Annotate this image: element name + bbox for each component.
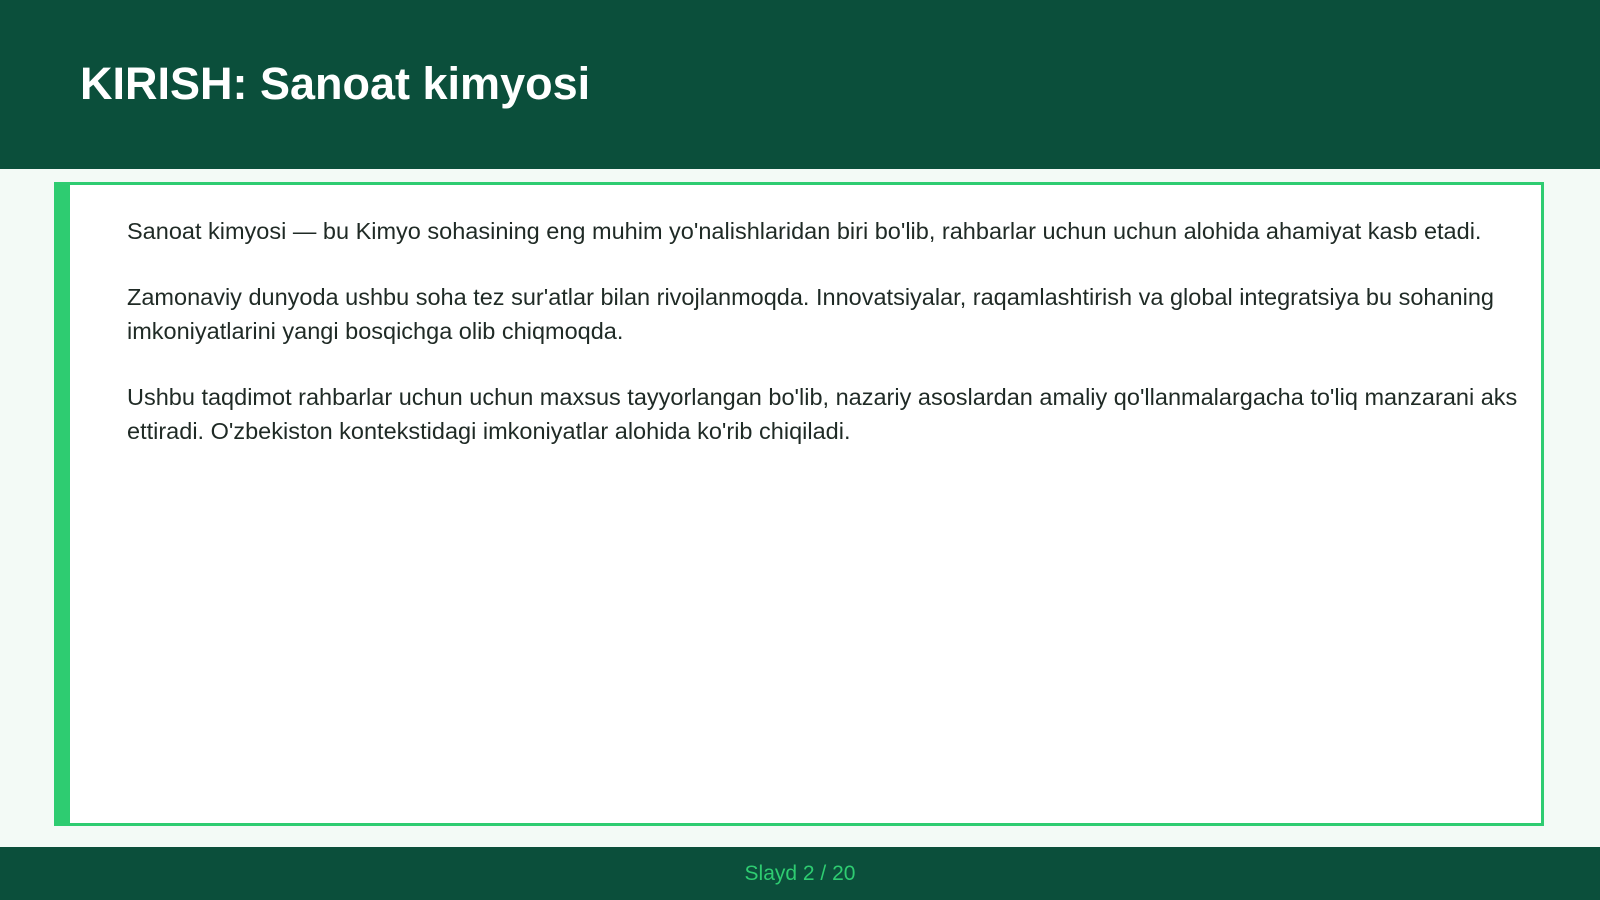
- slide-body: [127, 214, 1527, 480]
- slide-counter: Slayd 2 / 20: [744, 862, 856, 885]
- paragraph: Sanoat kimyosi — bu Kimyo sohasining eng muhim yo'nalishlaridan biri bo'lib, rahbarlar uchun uchun alohida ahamiyat kasb etadi.: [127, 218, 1482, 244]
- paragraph: Zamonaviy dunyoda ushbu soha tez sur'atlar bilan rivojlanmoqda. Innovatsiyalar, raqamlashtirish va global integratsiya bu sohaning imkoniyatlarini yangi bosqichga olib chiqmoqda.: [127, 284, 1494, 344]
- slide-title: KIRISH: Sanoat kimyosi: [80, 58, 591, 109]
- paragraph: Ushbu taqdimot rahbarlar uchun uchun maxsus tayyorlangan bo'lib, nazariy asoslardan amaliy qo'llanmalargacha to'liq manzarani aks ettiradi. O'zbekiston kontekstidagi imkoniyatlar alohida ko'rib chiqiladi.: [127, 384, 1518, 444]
- slide-footer: [0, 847, 1600, 900]
- content-card: [54, 182, 1544, 826]
- slide-header: [0, 0, 1600, 169]
